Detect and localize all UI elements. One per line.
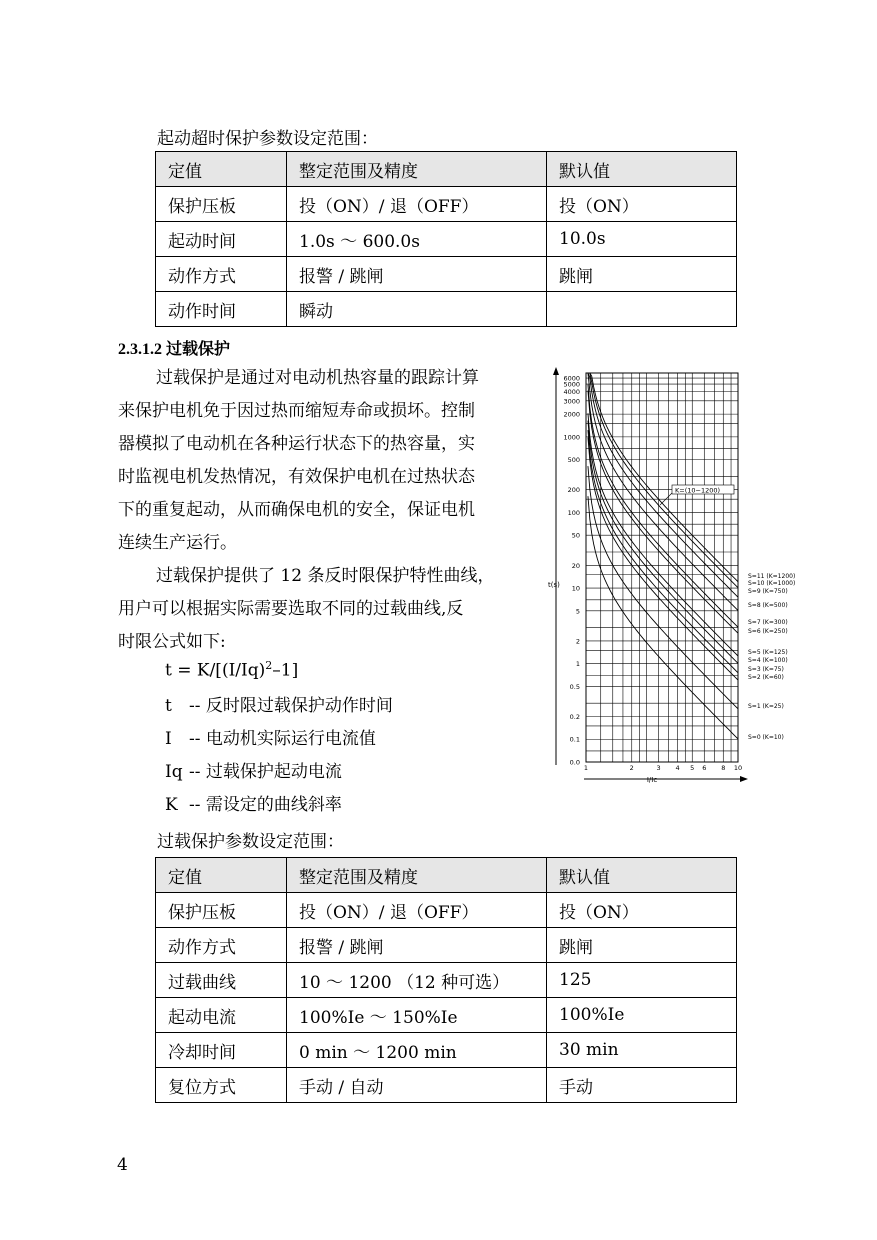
table-cell [547,292,737,327]
table-row [156,893,737,928]
table-cell: 过载曲线 [156,963,287,998]
definition-symbol: t [165,696,172,716]
x-tick-label: 10 [733,764,743,772]
table-cell: 1.0s ～ 600.0s [287,222,547,257]
table-cell: 跳闸 [547,928,737,963]
table-cell: 起动时间 [156,222,287,257]
table-cell: 0 min ～ 1200 min [287,1033,547,1068]
y-tick-label: 0.1 [569,735,580,744]
x-tick-label: 4 [675,764,680,772]
table-cell: 100%Ie ～ 150%Ie [287,998,547,1033]
section-heading: 2.3.1.2 过载保护 [118,341,231,358]
curve-7 [588,421,738,664]
x-tick-label: 5 [690,764,695,772]
header-cell: 定值 [156,858,287,893]
paragraph-line: 连续生产运行。 [118,533,237,553]
table-row [156,187,737,222]
y-tick-label: 2000 [563,410,580,419]
y-tick-label: 100 [567,508,580,517]
table-cell: 动作方式 [156,928,287,963]
paragraph-line: 过载保护提供了 12 条反时限保护特性曲线， [156,566,495,586]
legend-entry: S=8 (K=500) [748,602,788,609]
y-tick-label: 0.5 [569,682,580,691]
startup-timeout-table [155,151,737,327]
header-cell: 定值 [156,152,287,187]
formula-prefix: t = K/[(I/Iq) [165,660,266,681]
y-tick-label: 1000 [563,433,580,442]
x-tick-label: 3 [656,764,661,772]
header-cell: 默认值 [547,858,737,893]
overload-description [118,362,479,560]
y-tick-label: 50 [571,531,580,540]
curve-description [118,560,494,659]
page-number: 4 [117,1155,128,1175]
header-cell: 整定范围及精度 [287,152,547,187]
paragraph-line: 下的重复起动，从而确保电机的安全，保证电机 [118,500,475,520]
legend-entry: S=0 (K=10) [748,734,784,741]
table-cell: 10.0s [547,222,737,257]
y-tick-label: 10 [571,584,580,593]
table-cell: 投（ON） [547,893,737,928]
table-cell: 保护压板 [156,187,287,222]
y-tick-label: 1 [575,660,580,669]
table-row [156,998,737,1033]
x-axis-arrowhead [740,776,748,782]
table-cell: 报警 / 跳闸 [287,928,547,963]
definition-text: -- 过载保护起动电流 [189,762,342,782]
curve-8 [588,430,738,673]
legend-entry: S=5 (K=125) [748,649,788,656]
paragraph-line: 时监视电机发热情况，有效保护电机在过热状态 [118,467,475,487]
table-row [156,1033,737,1068]
table-cell: 报警 / 跳闸 [287,257,547,292]
table-cell: 动作时间 [156,292,287,327]
table-cell: 复位方式 [156,1068,287,1103]
formula-suffix: –1] [272,660,299,681]
table-cell: 100%Ie [547,998,737,1033]
table-cell: 30 min [547,1033,737,1068]
y-tick-label: 2 [575,637,580,646]
y-tick-label: 3000 [563,397,580,406]
legend-entry: S=6 (K=250) [748,628,788,635]
legend-entry: S=7 (K=300) [748,619,788,626]
table-cell: 保护压板 [156,893,287,928]
table-row [156,928,737,963]
table-cell: 瞬动 [287,292,547,327]
formula-definitions [165,690,393,822]
header-cell: 整定范围及精度 [287,858,547,893]
x-tick-label: 1 [583,764,589,772]
table-cell: 冷却时间 [156,1033,287,1068]
legend-entry: S=4 (K=100) [748,657,788,664]
paragraph-line: 用户可以根据实际需要选取不同的过载曲线,反 [118,599,464,619]
formula-exponent: 2 [265,659,273,672]
startup-timeout-caption: 起动超时保护参数设定范围： [157,129,378,149]
curve-annotation: K=(10~1200) [675,486,721,495]
curve-5 [588,391,738,634]
definition-row [165,789,393,822]
table-cell: 投（ON） [547,187,737,222]
y-tick-label: 200 [567,486,580,495]
x-axis-label: I/Ic [646,776,658,784]
definition-text: -- 需设定的曲线斜率 [189,795,342,815]
table-cell: 跳闸 [547,257,737,292]
paragraph-line: 时限公式如下: [118,632,226,652]
table-cell: 起动电流 [156,998,287,1033]
definition-text: -- 电动机实际运行电流值 [189,729,376,749]
paragraph-line: 过载保护是通过对电动机热容量的跟踪计算 [156,368,479,388]
y-tick-label: 0.2 [569,712,580,721]
table-cell: 动作方式 [156,257,287,292]
x-tick-label: 6 [702,764,707,772]
table-header-row [156,152,737,187]
legend-entry: S=9 (K=750) [748,588,788,595]
y-tick-label: 0.0 [569,758,580,767]
legend-entry: S=2 (K=60) [748,674,784,681]
y-tick-label: 6000 [563,374,580,383]
table-cell: 125 [547,963,737,998]
definition-row [165,723,393,756]
curve-0 [588,373,738,582]
legend-entry: S=3 (K=75) [748,666,784,673]
x-tick-label: 8 [721,764,726,772]
table-cell: 手动 [547,1068,737,1103]
y-tick-label: 500 [567,456,580,465]
y-tick-label: 5000 [563,380,580,389]
definition-row [165,756,393,789]
definition-row [165,690,393,723]
table-cell: 10 ～ 1200 （12 种可选） [287,963,547,998]
definition-symbol: K [165,795,178,815]
legend-entry: S=11 (K=1200) [748,573,796,580]
legend-entry: S=10 (K=1000) [748,580,796,587]
table-row [156,1068,737,1103]
x-tick-label: 2 [629,764,634,772]
table-row [156,963,737,998]
y-tick-label: 5 [575,607,580,616]
definition-symbol: I [165,729,172,749]
table-row [156,257,737,292]
table-cell: 投（ON）/ 退（OFF） [287,187,547,222]
paragraph-line: 器模拟了电动机在各种运行状态下的热容量，实 [118,434,475,454]
y-tick-label: 4000 [563,387,580,396]
y-axis-label: t(s) [548,581,560,589]
formula [165,659,298,681]
table-cell: 手动 / 自动 [287,1068,547,1103]
overload-table [155,857,737,1103]
table-cell: 投（ON）/ 退（OFF） [287,893,547,928]
overload-caption: 过载保护参数设定范围： [157,832,344,852]
paragraph-line: 来保护电机免于因过热而缩短寿命或损坏。控制 [118,401,475,421]
definition-text: -- 反时限过载保护动作时间 [189,696,393,716]
table-row [156,292,737,327]
table-row [156,222,737,257]
definition-symbol: Iq [165,762,183,782]
table-header-row [156,858,737,893]
legend-entry: S=1 (K=25) [748,703,784,710]
inverse-time-curve-chart [548,365,798,785]
y-axis-arrowhead [553,367,559,375]
y-tick-label: 20 [571,561,580,570]
header-cell: 默认值 [547,152,737,187]
